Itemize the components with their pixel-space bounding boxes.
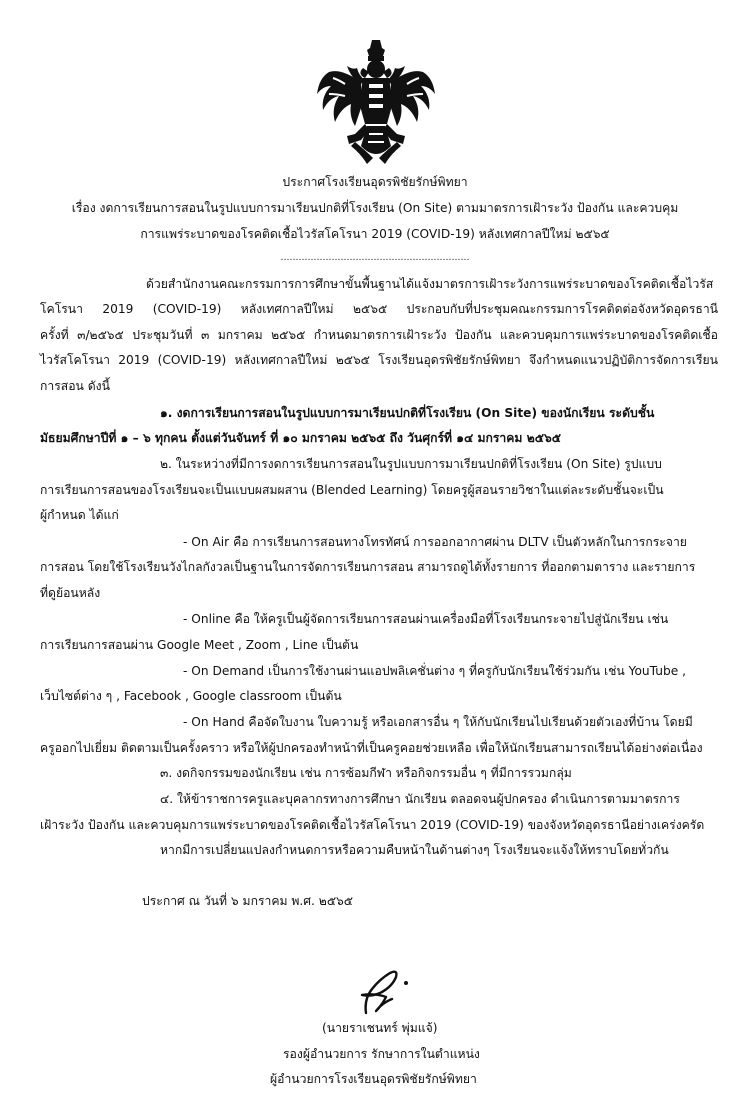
garuda-emblem-icon bbox=[311, 38, 441, 168]
intro-line-5: การสอน ดังนี้ bbox=[40, 379, 110, 393]
divider-dots: ……………………………………………………… bbox=[280, 253, 470, 263]
subject-line-1: เรื่อง งดการเรียนการสอนในรูปแบบการมาเรียนปกติที่โรงเรียน (On Site) ตามมาตรการเฝ้าระวัง ป้องกัน และควบคุม bbox=[71, 201, 679, 215]
onhand-line-2: ครูออกไปเยี่ยม ติดตามเป็นครั้งคราว หรือให้ผู้ปกครองทำหน้าที่เป็นครูคอยช่วยเหลือ เพื่อให้นักเรียนสามารถเรียนได้อย่างต่อเนื่อง bbox=[40, 741, 703, 755]
announce-date: ประกาศ ณ วันที่ ๖ มกราคม พ.ศ. ๒๕๖๕ bbox=[142, 894, 354, 908]
intro-line-4: ไวรัสโคโรนา 2019 (COVID-19) หลังเทศกาลปีใหม่ ๒๕๖๕ โรงเรียนอุดรพิชัยรักษ์พิทยา จึงกำหนดแนวปฏิบัติการจัดการเรียน bbox=[40, 353, 718, 367]
signer-position-2: ผู้อำนวยการโรงเรียนอุดรพิชัยรักษ์พิทยา bbox=[270, 1072, 477, 1086]
item-2-line-1: ๒. ในระหว่างที่มีการงดการเรียนการสอนในรูปแบบการมาเรียนปกติที่โรงเรียน (On Site) รูปแบบ bbox=[160, 457, 662, 471]
item-3: ๓. งดกิจกรรมของนักเรียน เช่น การซ้อมกีฬา หรือกิจกรรมอื่น ๆ ที่มีการรวมกลุ่ม bbox=[160, 766, 572, 780]
onair-line-3: ที่ดูย้อนหลัง bbox=[40, 586, 101, 600]
item-1-line-2: มัธยมศึกษาปีที่ ๑ – ๖ ทุกคน ตั้งแต่วันจันทร์ ที่ ๑๐ มกราคม ๒๕๖๕ ถึง วันศุกร์ที่ ๑๔ มกราคม ๒๕๖๕ bbox=[40, 431, 561, 445]
item-4-line-2: เฝ้าระวัง ป้องกัน และควบคุมการแพร่ระบาดของโรคติดเชื้อไวรัสโคโรนา 2019 (COVID-19) ของจังหวัดอุดรธานีอย่างเคร่งครัด bbox=[40, 818, 705, 832]
online-line-2: การเรียนการสอนผ่าน Google Meet , Zoom , Line เป็นต้น bbox=[40, 638, 359, 652]
onair-line-2: การสอน โดยใช้โรงเรียนวังไกลกังวลเป็นฐานในการจัดการเรียนการสอน สามารถดูได้ทั้งรายการ ที่ออกตามตาราง และรายการ bbox=[40, 560, 696, 574]
signer-position-1: รองผู้อำนวยการ รักษาการในตำแหน่ง bbox=[283, 1047, 480, 1061]
onhand-line-1: - On Hand คือจัดใบงาน ใบความรู้ หรือเอกสารอื่น ๆ ให้กับนักเรียนไปเรียนด้วยตัวเองที่บ้าน โดยมี bbox=[183, 715, 693, 729]
item-2-line-3: ผู้กำหนด ได้แก่ bbox=[40, 508, 119, 522]
intro-line-1: ด้วยสำนักงานคณะกรรมการการศึกษาขั้นพื้นฐานได้แจ้งมาตรการเฝ้าระวังการแพร่ระบาดของโรคติดเชื้อไวรัส bbox=[146, 277, 714, 291]
ondemand-line-1: - On Demand เป็นการใช้งานผ่านแอปพลิเคชั่นต่าง ๆ ที่ครูกับนักเรียนใช้ร่วมกัน เช่น YouTube , bbox=[183, 664, 686, 678]
signer-name: (นายราเชนทร์ พุ่มแจ้) bbox=[322, 1021, 438, 1035]
ondemand-line-2: เว็บไซต์ต่าง ๆ , Facebook , Google classroom เป็นต้น bbox=[40, 689, 342, 703]
item-4-line-1: ๔. ให้ข้าราชการครูและบุคลากรทางการศึกษา นักเรียน ตลอดจนผู้ปกครอง ดำเนินการตามมาตรการ bbox=[160, 792, 680, 806]
closing-text: หากมีการเปลี่ยนแปลงกำหนดการหรือความคืบหน้าในด้านต่างๆ โรงเรียนจะแจ้งให้ทราบโดยทั่วกัน bbox=[160, 843, 669, 857]
handwritten-signature-icon bbox=[352, 963, 414, 1019]
onair-line-1: - On Air คือ การเรียนการสอนทางโทรทัศน์ การออกอากาศผ่าน DLTV เป็นตัวหลักในการกระจาย bbox=[183, 535, 687, 549]
online-line-1: - Online คือ ให้ครูเป็นผู้จัดการเรียนการสอนผ่านเครื่องมือที่โรงเรียนกระจายไปสู่นักเรียน เช่น bbox=[183, 612, 669, 626]
item-2-line-2: การเรียนการสอนของโรงเรียนจะเป็นแบบผสมผสาน (Blended Learning) โดยครูผู้สอนรายวิชาในแต่ละระดับชั้นจะเป็น bbox=[40, 483, 664, 497]
intro-line-2: โคโรนา 2019 (COVID-19) หลังเทศกาลปีใหม่ ๒๕๖๕ ประกอบกับที่ประชุมคณะกรรมการโรคติดต่อจังหวัดอุดรธานี bbox=[40, 302, 718, 316]
item-1-line-1: ๑. งดการเรียนการสอนในรูปแบบการมาเรียนปกติที่โรงเรียน (On Site) ของนักเรียน ระดับชั้น bbox=[160, 406, 655, 420]
org-title: ประกาศโรงเรียนอุดรพิชัยรักษ์พิทยา bbox=[282, 175, 468, 189]
subject-line-2: การแพร่ระบาดของโรคติดเชื้อไวรัสโคโรนา 2019 (COVID-19) หลังเทศกาลปีใหม่ ๒๕๖๕ bbox=[140, 227, 610, 241]
intro-line-3: ครั้งที่ ๓/๒๕๖๕ ประชุมวันที่ ๓ มกราคม ๒๕๖๕ กำหนดมาตรการเฝ้าระวัง ป้องกัน และควบคุมการแพร่ระบาดของโรคติดเชื้อ bbox=[40, 328, 718, 342]
